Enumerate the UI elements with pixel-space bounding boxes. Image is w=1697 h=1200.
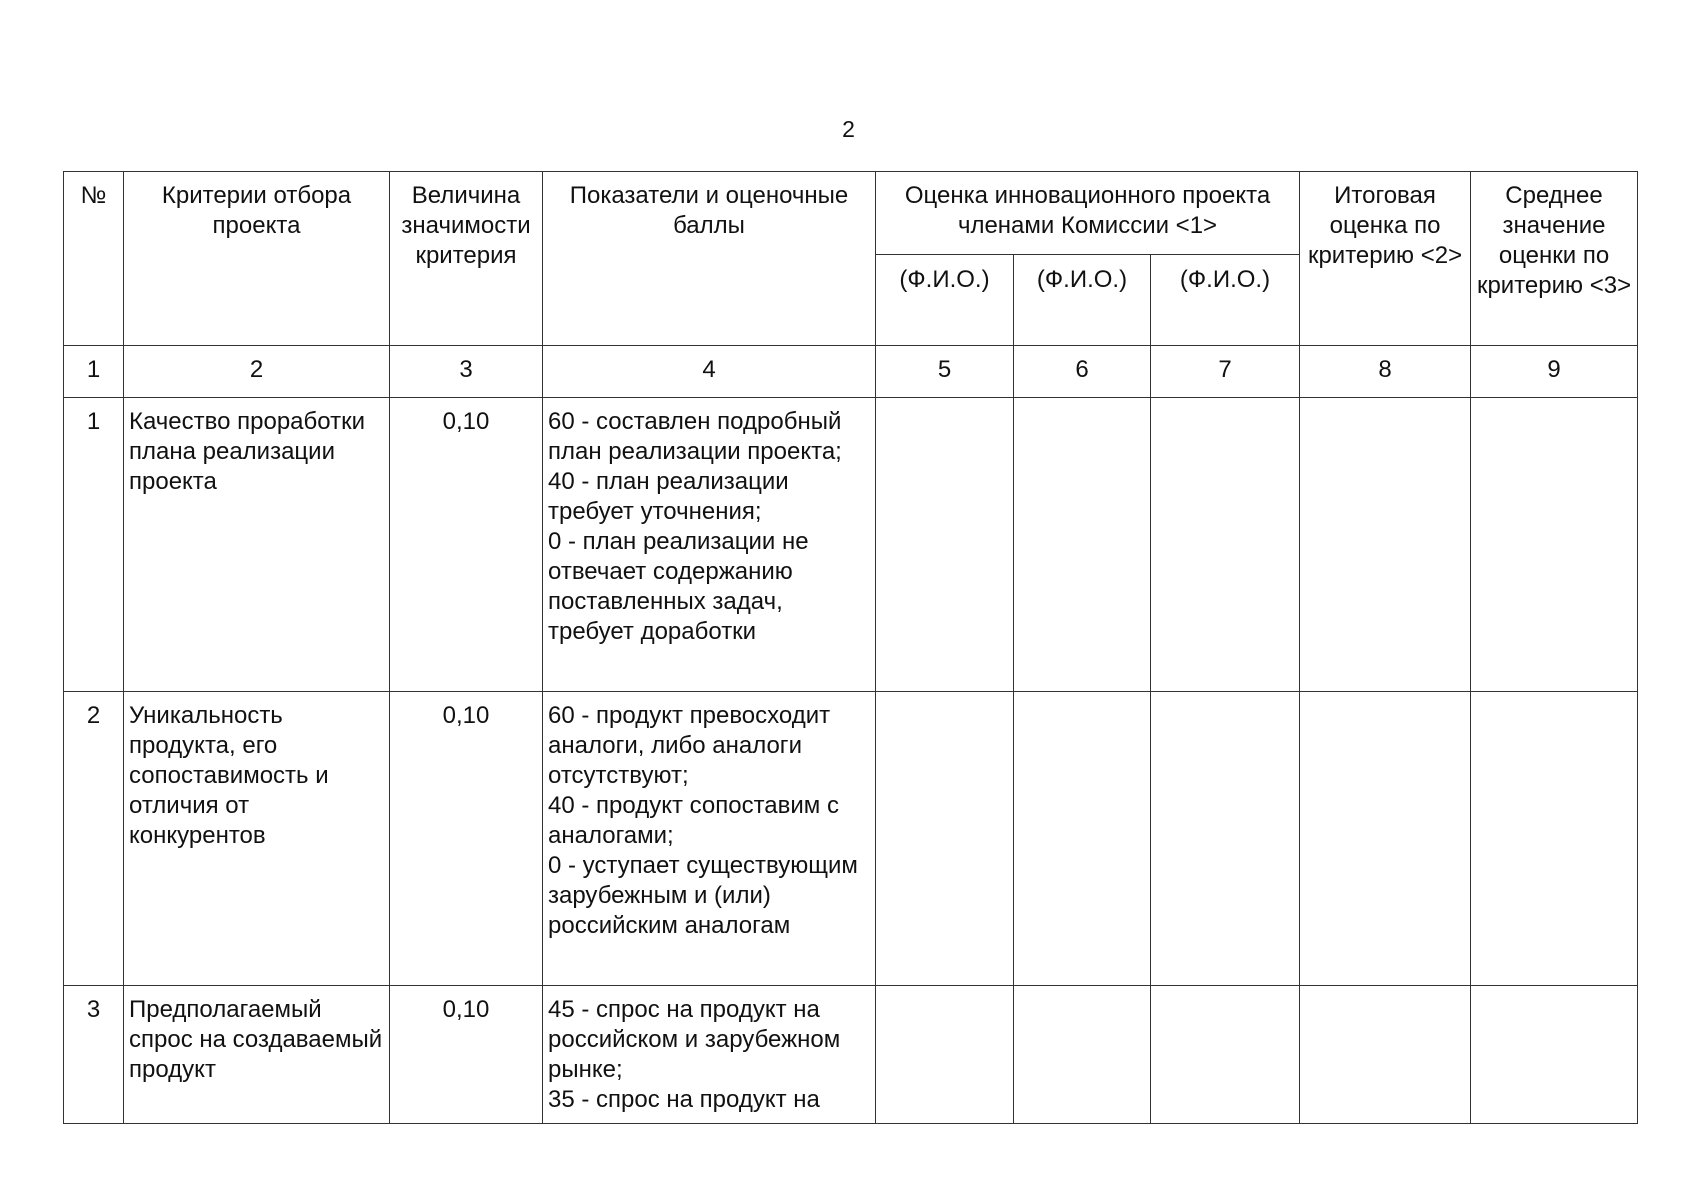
table-row: [64, 398, 1638, 692]
score-cell: [1014, 986, 1151, 1124]
header-no: №: [64, 172, 124, 346]
header-row-top: [64, 172, 1638, 255]
score-cell: [1014, 398, 1151, 692]
header-member-3: (Ф.И.О.): [1151, 255, 1300, 346]
total-cell: [1300, 398, 1471, 692]
column-number: 8: [1300, 346, 1471, 398]
column-number-row: [64, 346, 1638, 398]
table-row: [64, 692, 1638, 986]
header-total: Итоговая оценка по критерию <2>: [1300, 172, 1471, 346]
header-weight: Величина значимости критерия: [390, 172, 543, 346]
row-number: 1: [64, 398, 124, 692]
table-row: [64, 986, 1638, 1124]
header-average: Среднее значение оценки по критерию <3>: [1471, 172, 1638, 346]
header-member-1: (Ф.И.О.): [876, 255, 1014, 346]
row-number: 2: [64, 692, 124, 986]
column-number: 9: [1471, 346, 1638, 398]
criteria-table: [63, 171, 1638, 1124]
header-member-2: (Ф.И.О.): [1014, 255, 1151, 346]
score-cell: [1151, 692, 1300, 986]
row-criterion: Уникальность продукта, его сопоставимость и отличия от конкурентов: [124, 692, 390, 986]
row-criterion: Предполагаемый спрос на создаваемый продукт: [124, 986, 390, 1124]
score-cell: [876, 692, 1014, 986]
row-weight: 0,10: [390, 692, 543, 986]
row-criterion: Качество проработки плана реализации проекта: [124, 398, 390, 692]
column-number: 4: [543, 346, 876, 398]
column-number: 2: [124, 346, 390, 398]
score-cell: [1151, 398, 1300, 692]
row-number: 3: [64, 986, 124, 1124]
score-cell: [1014, 692, 1151, 986]
total-cell: [1300, 986, 1471, 1124]
header-indicators: Показатели и оценочные баллы: [543, 172, 876, 346]
page-number: 2: [842, 116, 855, 142]
column-number: 3: [390, 346, 543, 398]
score-cell: [876, 986, 1014, 1124]
row-indicators: 45 - спрос на продукт на российском и зарубежном рынке; 35 - спрос на продукт на: [543, 986, 876, 1124]
header-criteria: Критерии отбора проекта: [124, 172, 390, 346]
row-indicators: 60 - составлен подробный план реализации проекта; 40 - план реализации требует уточнения; 0 - план реализации не отвечает содержанию поставленных задач, требует доработки: [543, 398, 876, 692]
column-number: 7: [1151, 346, 1300, 398]
score-cell: [876, 398, 1014, 692]
row-weight: 0,10: [390, 398, 543, 692]
average-cell: [1471, 398, 1638, 692]
column-number: 5: [876, 346, 1014, 398]
row-indicators: 60 - продукт превосходит аналоги, либо аналоги отсутствуют; 40 - продукт сопоставим с аналогами; 0 - уступает существующим зарубежным и (или) российским аналогам: [543, 692, 876, 986]
column-number: 6: [1014, 346, 1151, 398]
score-cell: [1151, 986, 1300, 1124]
row-weight: 0,10: [390, 986, 543, 1124]
header-evaluation: Оценка инновационного проекта членами Комиссии <1>: [876, 172, 1300, 255]
average-cell: [1471, 692, 1638, 986]
column-number: 1: [64, 346, 124, 398]
total-cell: [1300, 692, 1471, 986]
average-cell: [1471, 986, 1638, 1124]
